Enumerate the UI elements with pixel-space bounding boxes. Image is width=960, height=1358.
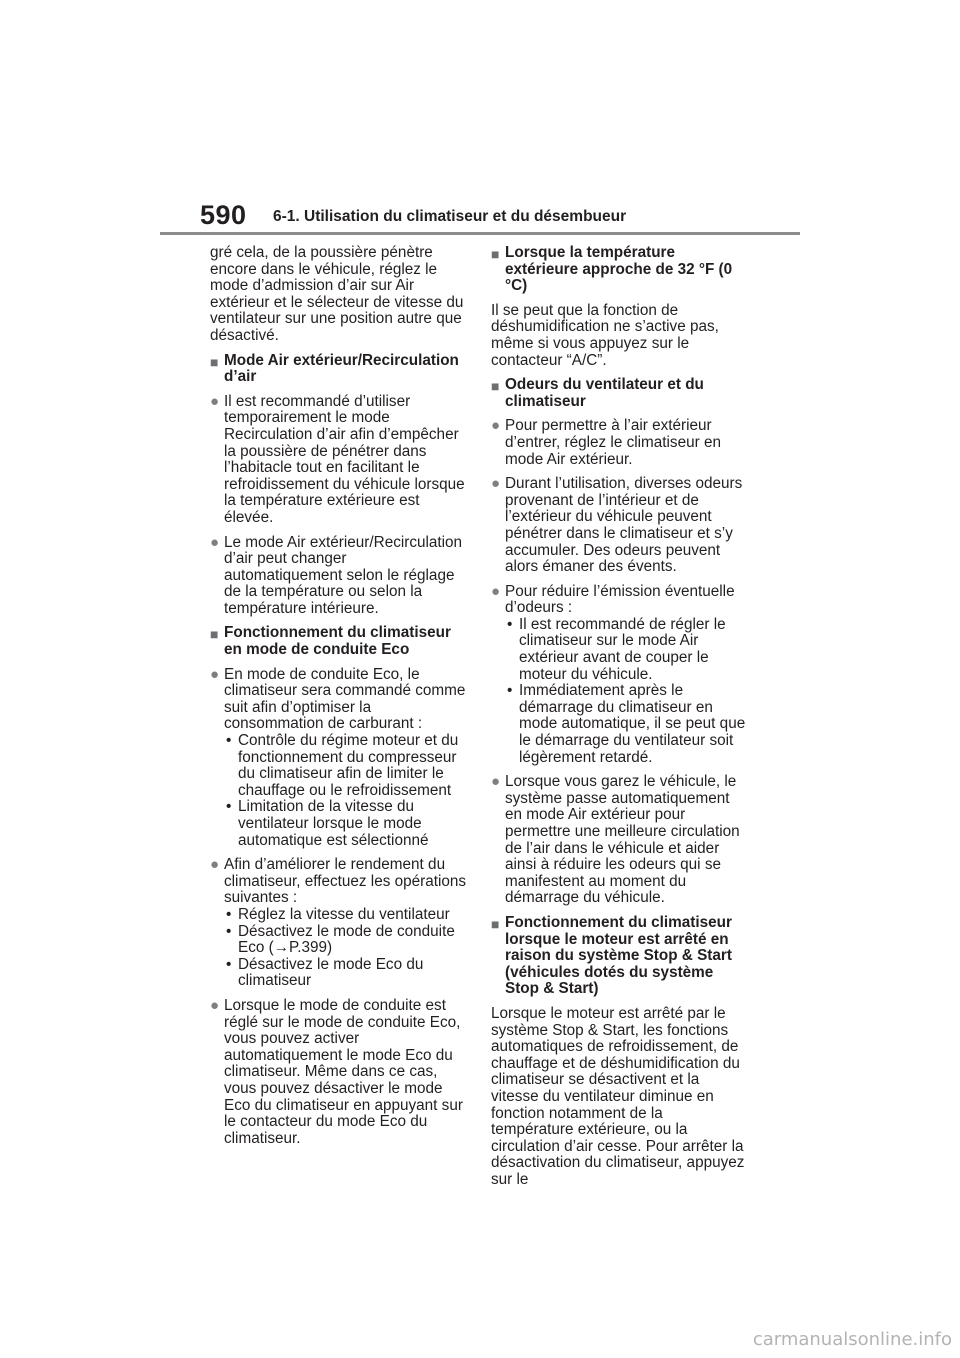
round-bullet-icon: ● (491, 773, 501, 791)
bullet-item (210, 998, 468, 1147)
watermark-text: carmanualsonline.info (752, 1329, 952, 1350)
round-bullet-icon: ● (210, 996, 220, 1014)
square-bullet-icon: ■ (210, 626, 219, 643)
small-bullet-icon: • (226, 732, 232, 750)
heading-text: Mode Air extérieur/Recirculation d’air (224, 351, 459, 386)
bullet-item (210, 535, 468, 618)
heading-eco-mode (210, 625, 468, 658)
section-title: 6-1. Utilisation du climatiseur et du désembueur (273, 208, 627, 225)
square-bullet-icon: ■ (491, 246, 500, 262)
square-bullet-icon: ■ (210, 353, 219, 370)
small-bullet-icon: • (507, 615, 513, 633)
sub-bullet-item (505, 683, 749, 766)
round-bullet-icon: ● (491, 582, 501, 600)
sub-bullet-text: Limitation de la vitesse du ventilateur lorsque le mode automatique est sélectionné (238, 798, 429, 849)
sub-bullet-text: Contrôle du régime moteur et du fonctionnement du compresseur du climatiseur afin de limiter le chauffage ou le refroidissement (238, 732, 459, 799)
heading-air-mode (210, 353, 468, 386)
paragraph: Lorsque le moteur est arrêté par le système Stop & Start, les fonctions automatiques de refroidissement, de chauffage et de déshumidification du climatiseur se désactivent et la vitesse du ventilateur diminue en fonction notamment de la température extérieure, ou la circulation d’air cesse. Pour arrêter la désactivation du climatiseur, appuyez sur le (491, 1004, 745, 1188)
bullet-text: Il est recommandé d’utiliser temporairement le mode Recirculation d’air afin d’empêcher la poussière de pénétrer dans l’habitacle tout en facilitant le refroidissement du véhicule lorsque la température extérieure est élevée. (224, 392, 465, 526)
bullet-item (491, 418, 749, 468)
round-bullet-icon: ● (210, 665, 220, 683)
heading-text: Odeurs du ventilateur et du climatiseur (505, 376, 704, 410)
right-column (491, 245, 749, 1196)
heading-text: Lorsque la température extérieure approche de 32 °F (0 °C) (505, 244, 733, 295)
small-bullet-icon: • (226, 798, 232, 816)
heading-stop-start (491, 915, 749, 998)
sub-bullet-item (505, 617, 749, 683)
sub-bullet-item (224, 924, 468, 957)
sub-bullet-item (224, 957, 468, 990)
page-number: 590 (200, 200, 247, 230)
bullet-text: Pour permettre à l’air extérieur d’entrer, réglez le climatiseur en mode Air extérieur. (505, 417, 721, 468)
bullet-item (210, 394, 468, 527)
bullet-text: Pour réduire l’émission éventuelle d’odeurs : (505, 582, 735, 617)
sub-bullet-text: Il est recommandé de régler le climatiseur sur le mode Air extérieur avant de couper le moteur du véhicule. (519, 615, 726, 683)
small-bullet-icon: • (226, 955, 232, 973)
small-bullet-icon: • (507, 682, 513, 700)
sub-bullet-item (224, 799, 468, 849)
bullet-item (491, 774, 749, 907)
heading-text: Fonctionnement du climatiseur lorsque le moteur est arrêté en raison du système Stop & Start (véhicules dotés du système Stop & Start) (505, 913, 732, 998)
round-bullet-icon: ● (210, 533, 220, 551)
bullet-item (491, 584, 749, 767)
bullet-text: Durant l’utilisation, diverses odeurs provenant de l’intérieur et de l’extérieur du véhicule peuvent pénétrer dans le climatiseur et s’y accumuler. Des odeurs peuvent alors émaner des évents. (505, 475, 743, 576)
sub-bullet-text: Immédiatement après le démarrage du climatiseur en mode automatique, il se peut que le démarrage du ventilateur soit légèrement retardé. (519, 682, 746, 766)
round-bullet-icon: ● (491, 417, 501, 435)
bullet-text: Le mode Air extérieur/Recirculation d’air peut changer automatiquement selon le réglage de la température ou selon la température intérieure. (224, 533, 463, 617)
round-bullet-icon: ● (210, 856, 220, 874)
square-bullet-icon: ■ (491, 915, 500, 932)
small-bullet-icon: • (226, 905, 232, 923)
left-column (210, 245, 468, 1155)
heading-odors (491, 377, 749, 410)
sub-bullet-text-page-ref: Désactivez le mode de conduite Eco (→P.399) (238, 922, 455, 957)
round-bullet-icon: ● (210, 392, 220, 410)
bullet-item (210, 857, 468, 990)
bullet-text: Lorsque le mode de conduite est réglé sur le mode de conduite Eco, vous pouvez activer automatiquement le mode Eco du climatiseur. Même dans ce cas, vous pouvez désactiver le mode Eco du climatiseur en appuyant sur le contacteur du mode Eco du climatiseur. (224, 996, 463, 1147)
bullet-item (491, 476, 749, 576)
heading-text: Fonctionnement du climatiseur en mode de conduite Eco (224, 624, 451, 659)
sub-bullet-text: Réglez la vitesse du ventilateur (238, 905, 450, 923)
intro-paragraph: gré cela, de la poussière pénètre encore dans le véhicule, réglez le mode d’admission d’air sur Air extérieur et le sélecteur de vitesse du ventilateur sur une position autre que désactivé. (210, 244, 464, 344)
bullet-item (210, 667, 468, 850)
small-bullet-icon: • (226, 922, 232, 940)
sub-bullet-text: Désactivez le mode Eco du climatiseur (238, 955, 424, 990)
header-divider (160, 232, 800, 235)
bullet-text: En mode de conduite Eco, le climatiseur sera commandé comme suit afin d’optimiser la consommation de carburant : (224, 665, 466, 733)
heading-outside-temp (491, 245, 749, 295)
paragraph: Il se peut que la fonction de déshumidification ne s’active pas, même si vous appuyez sur le contacteur “A/C”. (491, 301, 719, 369)
bullet-text: Lorsque vous garez le véhicule, le système passe automatiquement en mode Air extérieur pour permettre une meilleure circulation de l’air dans le véhicule et aider ainsi à réduire les odeurs qui se manifestent au moment du démarrage du véhicule. (505, 773, 740, 907)
sub-bullet-item (224, 733, 468, 799)
bullet-text: Afin d’améliorer le rendement du climatiseur, effectuez les opérations suivantes : (224, 856, 467, 907)
page-header (0, 0, 960, 240)
sub-bullet-item (224, 907, 468, 924)
round-bullet-icon: ● (491, 475, 501, 493)
square-bullet-icon: ■ (491, 378, 500, 395)
